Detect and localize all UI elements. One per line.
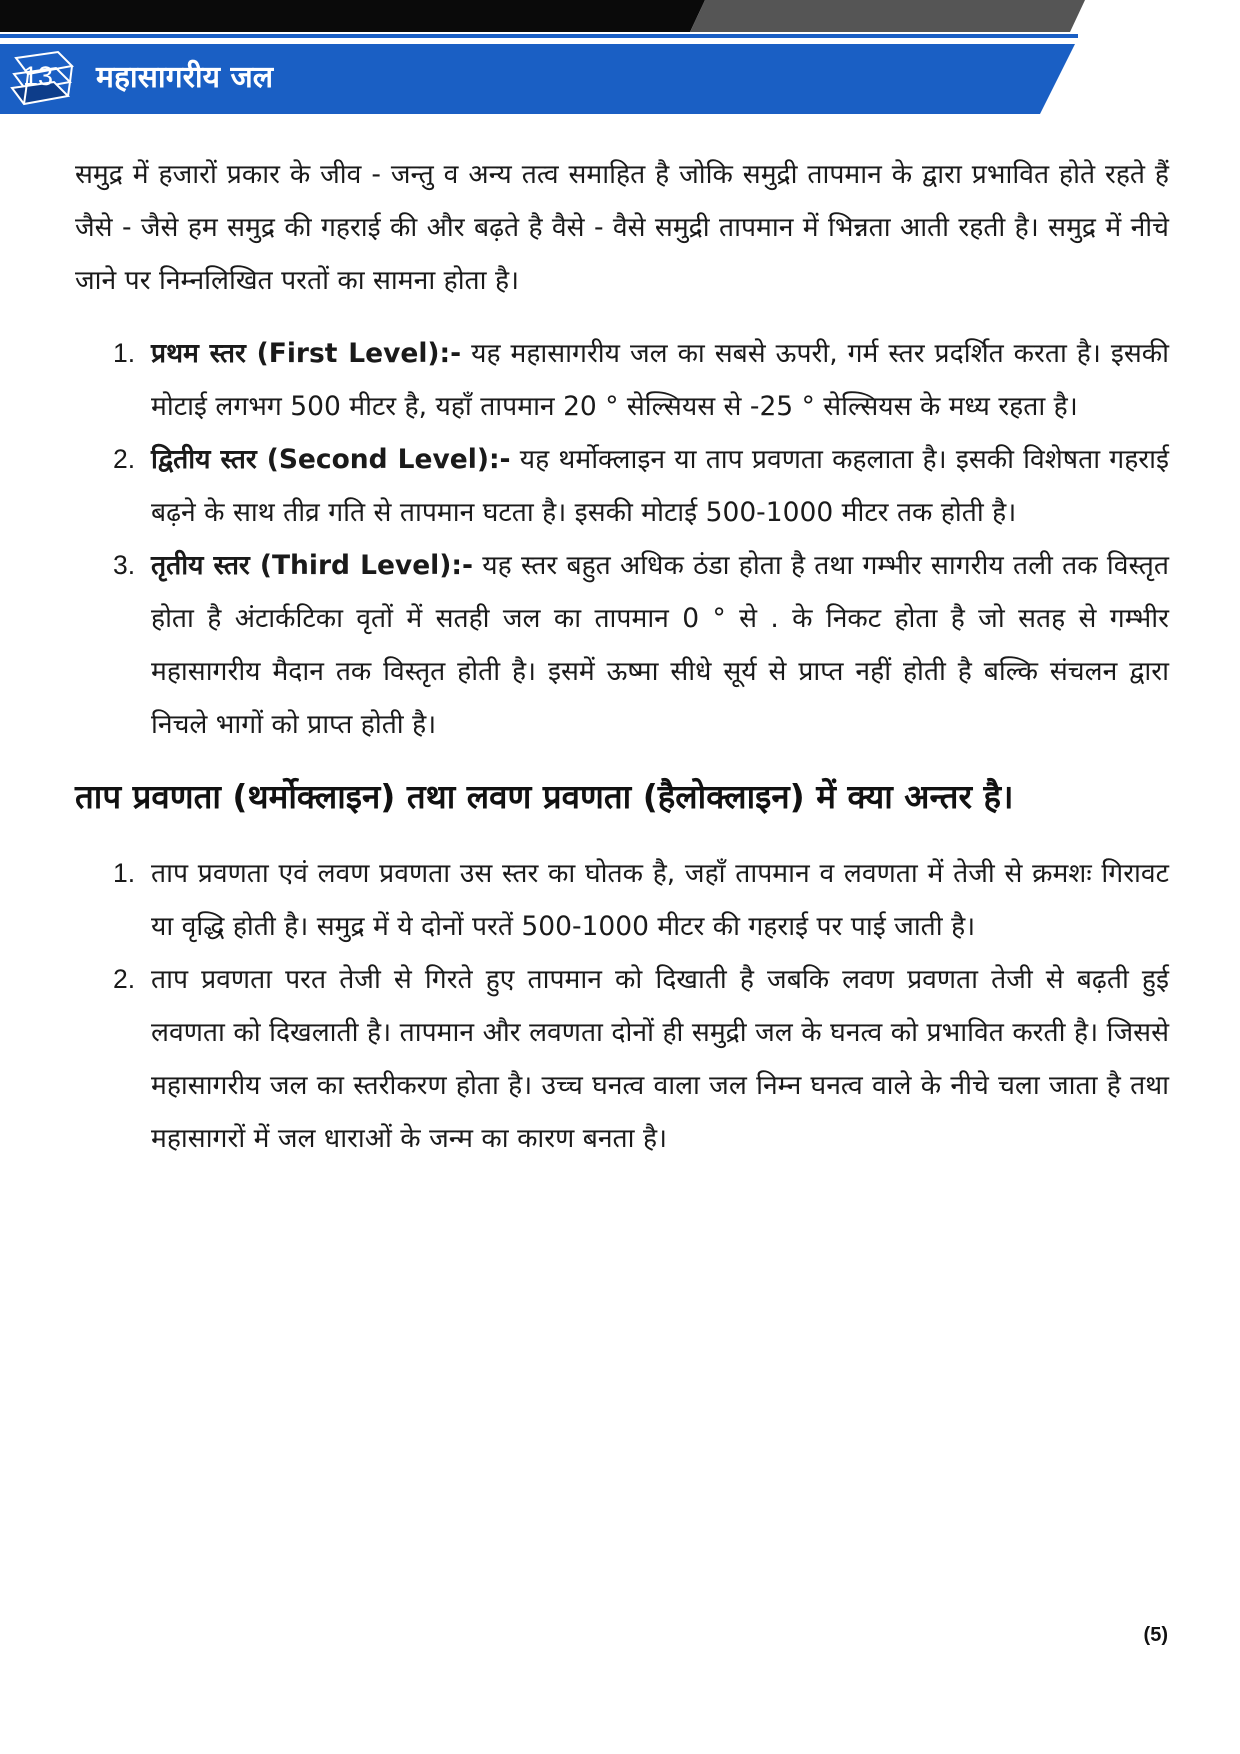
chapter-title: महासागरीय जल xyxy=(96,60,274,95)
level-title: तृतीय स्तर (Third Level):- xyxy=(151,550,473,581)
chapter-number: 13 xyxy=(22,61,54,91)
list-number: 3. xyxy=(113,550,136,580)
section-heading: ताप प्रवणता (थर्मोक्लाइन) तथा लवण प्रवणता (हैलोक्लाइन) में क्या अन्तर है। xyxy=(75,777,1014,816)
difference-text: ताप प्रवणता एवं लवण प्रवणता उस स्तर का घोतक है, जहाँ तापमान व लवणता में तेजी से क्रमशः गिरावट या वृद्धि होती है। समुद्र में ये दोनों परतें 500-1000 मीटर की गहराई पर पाई जाती है। xyxy=(151,858,1169,942)
list-number: 2. xyxy=(113,444,136,474)
list-item xyxy=(75,953,1169,1165)
level-title: प्रथम स्तर (First Level):- xyxy=(151,338,462,369)
list-item xyxy=(75,847,1169,953)
level-text: यह महासागरीय जल का सबसे ऊपरी, गर्म स्तर प्रदर्शित करता है। इसकी मोटाई लगभग 500 मीटर है, यहाँ तापमान 20 ° सेल्सियस से -25 ° सेल्सियस के मध्य रहता है। xyxy=(151,338,1169,422)
chapter-header xyxy=(0,0,1240,120)
list-item xyxy=(75,539,1169,751)
intro-paragraph: समुद्र में हजारों प्रकार के जीव - जन्तु व अन्य तत्व समाहित है जोकि समुद्री तापमान के द्वारा प्रभावित होते रहते हैं जैसे - जैसे हम समुद्र की गहराई की और बढ़ते है वैसे - वैसे समुद्री तापमान में भिन्नता आती रहती है। समुद्र में नीचे जाने पर निम्नलिखित परतों का सामना होता है। xyxy=(75,159,1169,296)
list-number: 1. xyxy=(113,858,136,888)
list-number: 1. xyxy=(113,338,136,368)
ocean-levels-list xyxy=(75,327,1169,751)
list-number: 2. xyxy=(113,964,136,994)
level-text: यह स्तर बहुत अधिक ठंडा होता है तथा गम्भीर सागरीय तली तक विस्तृत होता है अंटार्कटिका वृतों में सतही जल का तापमान 0 ° से . के निकट होता है जो सतह से गम्भीर महासागरीय मैदान तक विस्तृत होती है। इसमें ऊष्मा सीधे सूर्य से प्राप्त नहीं होती है बल्कि संचलन द्वारा निचले भागों को प्राप्त होती है। xyxy=(151,550,1170,740)
list-item xyxy=(75,327,1169,433)
level-title: द्वितीय स्तर (Second Level):- xyxy=(151,444,511,475)
difference-text: ताप प्रवणता परत तेजी से गिरते हुए तापमान को दिखाती है जबकि लवण प्रवणता तेजी से बढ़ती हुई लवणता को दिखलाती है। तापमान और लवणता दोनों ही समुद्री जल के घनत्व को प्रभावित करती है। जिससे महासागरीय जल का स्तरीकरण होता है। उच्च घनत्व वाला जल निम्न घनत्व वाले के नीचे चला जाता है तथा महासागरों में जल धाराओं के जन्म का कारण बनता है। xyxy=(151,964,1169,1154)
level-text: यह थर्मोक्लाइन या ताप प्रवणता कहलाता है। इसकी विशेषता गहराई बढ़ने के साथ तीव्र गति से तापमान घटता है। इसकी मोटाई 500-1000 मीटर तक होती है। xyxy=(151,444,1170,528)
list-item xyxy=(75,433,1169,539)
page-content xyxy=(75,148,1169,1165)
differences-list xyxy=(75,847,1169,1165)
page-number: (5) xyxy=(1143,1624,1168,1646)
